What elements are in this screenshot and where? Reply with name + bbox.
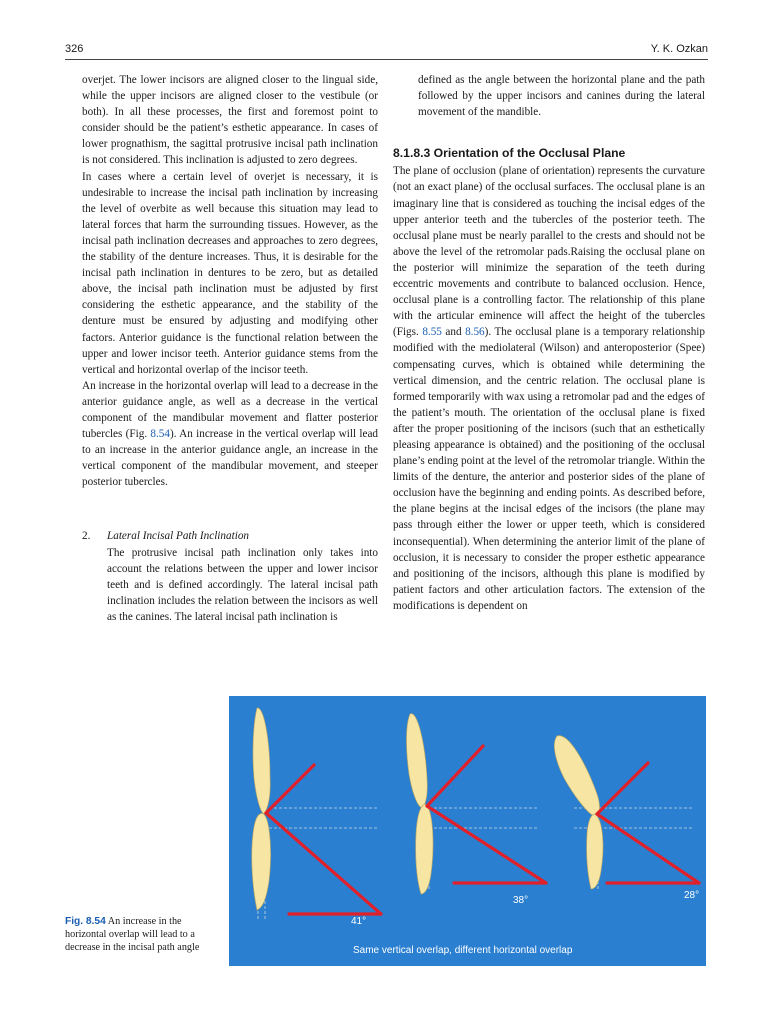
incisal-path-line <box>427 806 546 883</box>
figure-link[interactable]: 8.56 <box>465 326 485 339</box>
paragraph: defined as the angle between the horizontal plane and the path followed by the upper incisors and canines during the lateral movement of the mandible. <box>418 74 705 119</box>
figure-inner-caption: Same vertical overlap, different horizontal overlap <box>353 945 573 956</box>
list-title: Lateral Incisal Path Inclination <box>107 530 250 543</box>
paragraph: In cases where a certain level of overjet is necessary, it is undesirable to increase the incisal path inclination by increasing the level of overbite as well because this situation may lead to lateral forces that harm the surrounding tissues. However, as the incisal path inclination decreases and approaches to zero degrees, the stability of the denture increases. Thus, it is desirable for the incisal path inclination in dentures to be zero, but as detailed above, the incisal path inclination must be adjusted by first considering the esthetic appearance, and the stability of the denture must be ensured by adjusting and modifying other factors. Anterior guidance is the functional relation between the upper and lower incisor teeth. Anterior guidance stems from the vertical and horizontal overlap of the incisor teeth. <box>82 170 378 376</box>
figure-caption <box>65 915 215 954</box>
upper-guidance-line <box>427 746 483 806</box>
paragraph: The plane of occlusion (plane of orientation) represents the curvature (not an exact plane) of the occlusal surfaces. The occlusal plane is an imaginary line that is considered as touching the incisal edges of the upper anterior teeth and the tubercles of the posterior teeth. The occlusal plane must be nearly parallel to the crests and should not be above the level of the retromolar pads.Raising the occlusal plane on the posterior will minimize the separation of the teeth during eccentric movements and contribute to balanced occlusion. Hence, occlusal plane is a controlling factor. The relationship of this plane with the articular eminence will affect the height of the tubercles (Figs. 8.55 and 8.56). The occlusal plane is a temporary relationship modified with the mediolateral (Wilson) and anteroposterior (Spee) compensating curves, which is obtained while determining the vertical dimension, and the centric relation. The occlusal plane is formed temporarily with wax using a retromolar pad and the edges of the patient’s mouth. The orientation of the occlusal plane is fixed after the proper positioning of the incisors (such that an esthetically pleasing appearance is obtained) and the positioning of the occlusal plane’s ending point at the level of the retromolar triangle. Within the limits of the denture, the anterior and posterior sides of the plane of occlusion have the beginning and ending points. As described before, the plane begins at the incisal edges of the incisors (the plane may pass through either the lower or upper teeth, which is considered inconsequential). When determining the anterior limit of the plane of occlusion, it is necessary to consider the proper esthetic appearance and positioning of the incisors, although this plane is modified by patient factors and other articulation factors. The extension of the modifications is dependent on <box>393 165 705 612</box>
angle-label: 41° <box>351 916 367 927</box>
figure-link[interactable]: 8.54 <box>150 428 170 441</box>
incisal-path-diagram <box>229 696 706 966</box>
left-column <box>82 72 378 625</box>
upper-guidance-line <box>266 765 314 813</box>
section-heading: 8.1.8.3 Orientation of the Occlusal Plane <box>393 146 626 161</box>
list-number: 2. <box>82 530 91 543</box>
upper-incisor-tooth <box>407 714 428 808</box>
list-item-heading <box>82 528 378 544</box>
running-header <box>65 43 708 60</box>
upper-guidance-line <box>597 763 648 814</box>
angle-label: 28° <box>684 890 700 901</box>
upper-incisor-tooth <box>554 736 599 817</box>
lower-incisor-tooth <box>252 813 271 910</box>
angle-label: 38° <box>513 895 529 906</box>
figure-label: Fig. 8.54 <box>65 916 106 927</box>
running-author: Y. K. Ozkan <box>650 43 708 55</box>
lower-incisor-tooth <box>587 814 603 889</box>
lower-incisor-tooth <box>416 804 433 894</box>
figure-incisal-path <box>229 696 706 966</box>
figure-link[interactable]: 8.55 <box>422 326 442 339</box>
page-number: 326 <box>65 43 84 55</box>
upper-incisor-tooth <box>253 708 270 814</box>
incisal-path-line <box>597 814 699 883</box>
right-column <box>393 72 705 614</box>
paragraph: The protrusive incisal path inclination only takes into account the relations between the upper and lower incisor teeth and is defined accordingly. The lateral incisal path inclination includes the relation between the incisors as well as the canines. The lateral incisal path inclination is <box>107 546 378 623</box>
caption-text: An increase in the horizontal overlap will lead to a decrease in the incisal path angle <box>65 916 200 953</box>
paragraph: An increase in the horizontal overlap will lead to a decrease in the anterior guidance angle, as well as a decrease in the vertical component of the mandibular movement and flatter posterior tubercles (Fig. 8.54). An increase in the vertical overlap will lead to an increase in the anterior guidance angle, an increase in the vertical component of the mandibular movement, and steeper posterior tubercles. <box>82 379 378 489</box>
incisal-path-line <box>266 813 381 914</box>
paragraph: overjet. The lower incisors are aligned closer to the lingual side, while the upper incisors are aligned closer to the vestibule (or both). In all these processes, the first and foremost point to consider should be the patient’s esthetic appearance. In cases of lower prognathism, the sagittal protrusive incisal path inclination is not considered. This inclination is adjusted to zero degrees. <box>82 74 378 167</box>
